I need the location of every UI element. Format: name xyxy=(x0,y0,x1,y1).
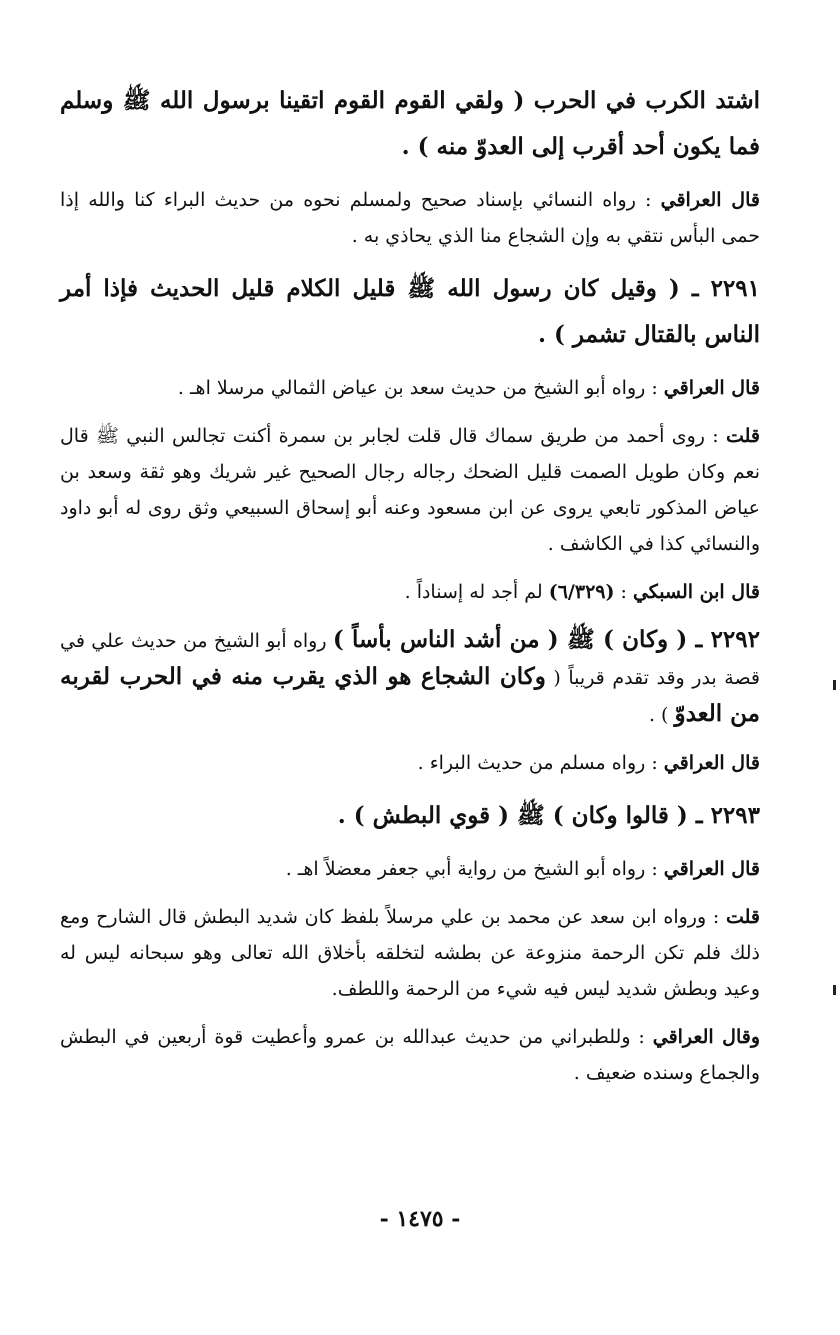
text-segment: : رواه أبو الشيخ من رواية أبي جعفر معضلاً اهـ . xyxy=(285,858,664,880)
hadith-text: ٢٢٩١ ـ ( وقيل كان رسول الله ﷺ قليل الكلام قليل الحديث فإذا أمر الناس بالقتال تشمر ) . xyxy=(60,275,760,348)
text-segment: : وللطبراني من حديث عبدالله بن عمرو وأعطيت قوة أربعين في البطش والجماع وسنده ضعيف . xyxy=(60,1026,760,1084)
paragraph-10 xyxy=(60,851,760,887)
paragraph-5 xyxy=(60,418,760,562)
commentator-label: قال العراقي xyxy=(663,377,760,399)
text-segment: : رواه مسلم من حديث البراء . xyxy=(417,752,664,774)
hadith-2291 xyxy=(60,266,760,358)
reference-number: (٦/٣٢٩) xyxy=(548,581,615,603)
hadith-2293 xyxy=(60,793,760,839)
text-segment: رواه أبو الشيخ من حديث علي في قصة بدر وقد تقدم قريباً ( xyxy=(60,630,761,689)
hadith-text: ٢٢٩٢ ـ ( وكان ) ﷺ ( من أشد الناس بأساً ) xyxy=(332,626,760,653)
text-segment: ) . xyxy=(401,133,437,160)
paragraph-6 xyxy=(60,574,760,610)
text-segment: : رواه أبو الشيخ من حديث سعد بن عياض الثمالي مرسلا اهـ . xyxy=(177,377,664,399)
text-segment: لم أجد له إسناداً . xyxy=(404,581,549,603)
hadith-2292 xyxy=(60,622,760,733)
text-segment: : رواه النسائي بإسناد صحيح ولمسلم نحوه من حديث البراء كنا والله إذا حمى البأس نتقي به وإن الشجاع منا الذي يحاذي به . xyxy=(60,189,760,247)
hadith-text: وكان الشجاع هو الذي يقرب منه في الحرب لقربه من العدوّ xyxy=(60,663,760,727)
commentator-label: قال العراقي xyxy=(663,752,760,774)
hadith-text: ولقي القوم القوم اتقينا برسول الله ﷺ وسلم فما يكون أحد أقرب إلى العدوّ منه xyxy=(60,87,760,160)
paragraph-4 xyxy=(60,370,760,406)
scan-edge-mark xyxy=(833,680,836,690)
commentator-label: قلت xyxy=(725,425,760,447)
commentator-label: وقال العراقي xyxy=(652,1026,760,1048)
commentator-label: قال العراقي xyxy=(663,858,760,880)
paragraph-2 xyxy=(60,182,760,254)
text-segment: : روى أحمد من طريق سماك قال قلت لجابر بن سمرة أكنت تجالس النبي ﷺ قال نعم وكان طويل الصمت قليل الضحك رجاله رجال الصحيح غير شريك وهو ثقة وسعد بن عياض المذكور تابعي يروى عن ابن مسعود وعنه أبو إسحاق السبيعي وثق روى له أبو داود والنسائي كذا في الكاشف . xyxy=(60,425,760,555)
paragraph-11 xyxy=(60,899,760,1007)
paragraph-12 xyxy=(60,1019,760,1091)
scan-edge-mark xyxy=(833,985,836,995)
page-number: - ١٤٧٥ - xyxy=(379,1206,461,1232)
text-segment: ) . xyxy=(648,704,675,726)
hadith-text: ٢٢٩٣ ـ ( قالوا وكان ) ﷺ ( قوي البطش ) . xyxy=(337,802,760,829)
text-segment: : xyxy=(614,581,633,603)
paragraph-1 xyxy=(60,78,760,170)
page-body xyxy=(60,78,760,1103)
text-segment: : ورواه ابن سعد عن محمد بن علي مرسلاً بلفظ كان شديد البطش قال الشارح ومع ذلك فلم تكن الرحمة منزوعة عن بطشه لتخلقه بأخلاق الله تعالى وهو سبحانه ليس له وعيد وبطش شديد ليس فيه شيء من الرحمة واللطف. xyxy=(60,906,760,1000)
paragraph-8 xyxy=(60,745,760,781)
commentator-label: قال العراقي xyxy=(660,189,760,211)
text-segment: اشتد الكرب في الحرب ( xyxy=(504,87,760,114)
commentator-label: قال ابن السبكي xyxy=(632,581,760,603)
commentator-label: قلت xyxy=(725,906,760,928)
